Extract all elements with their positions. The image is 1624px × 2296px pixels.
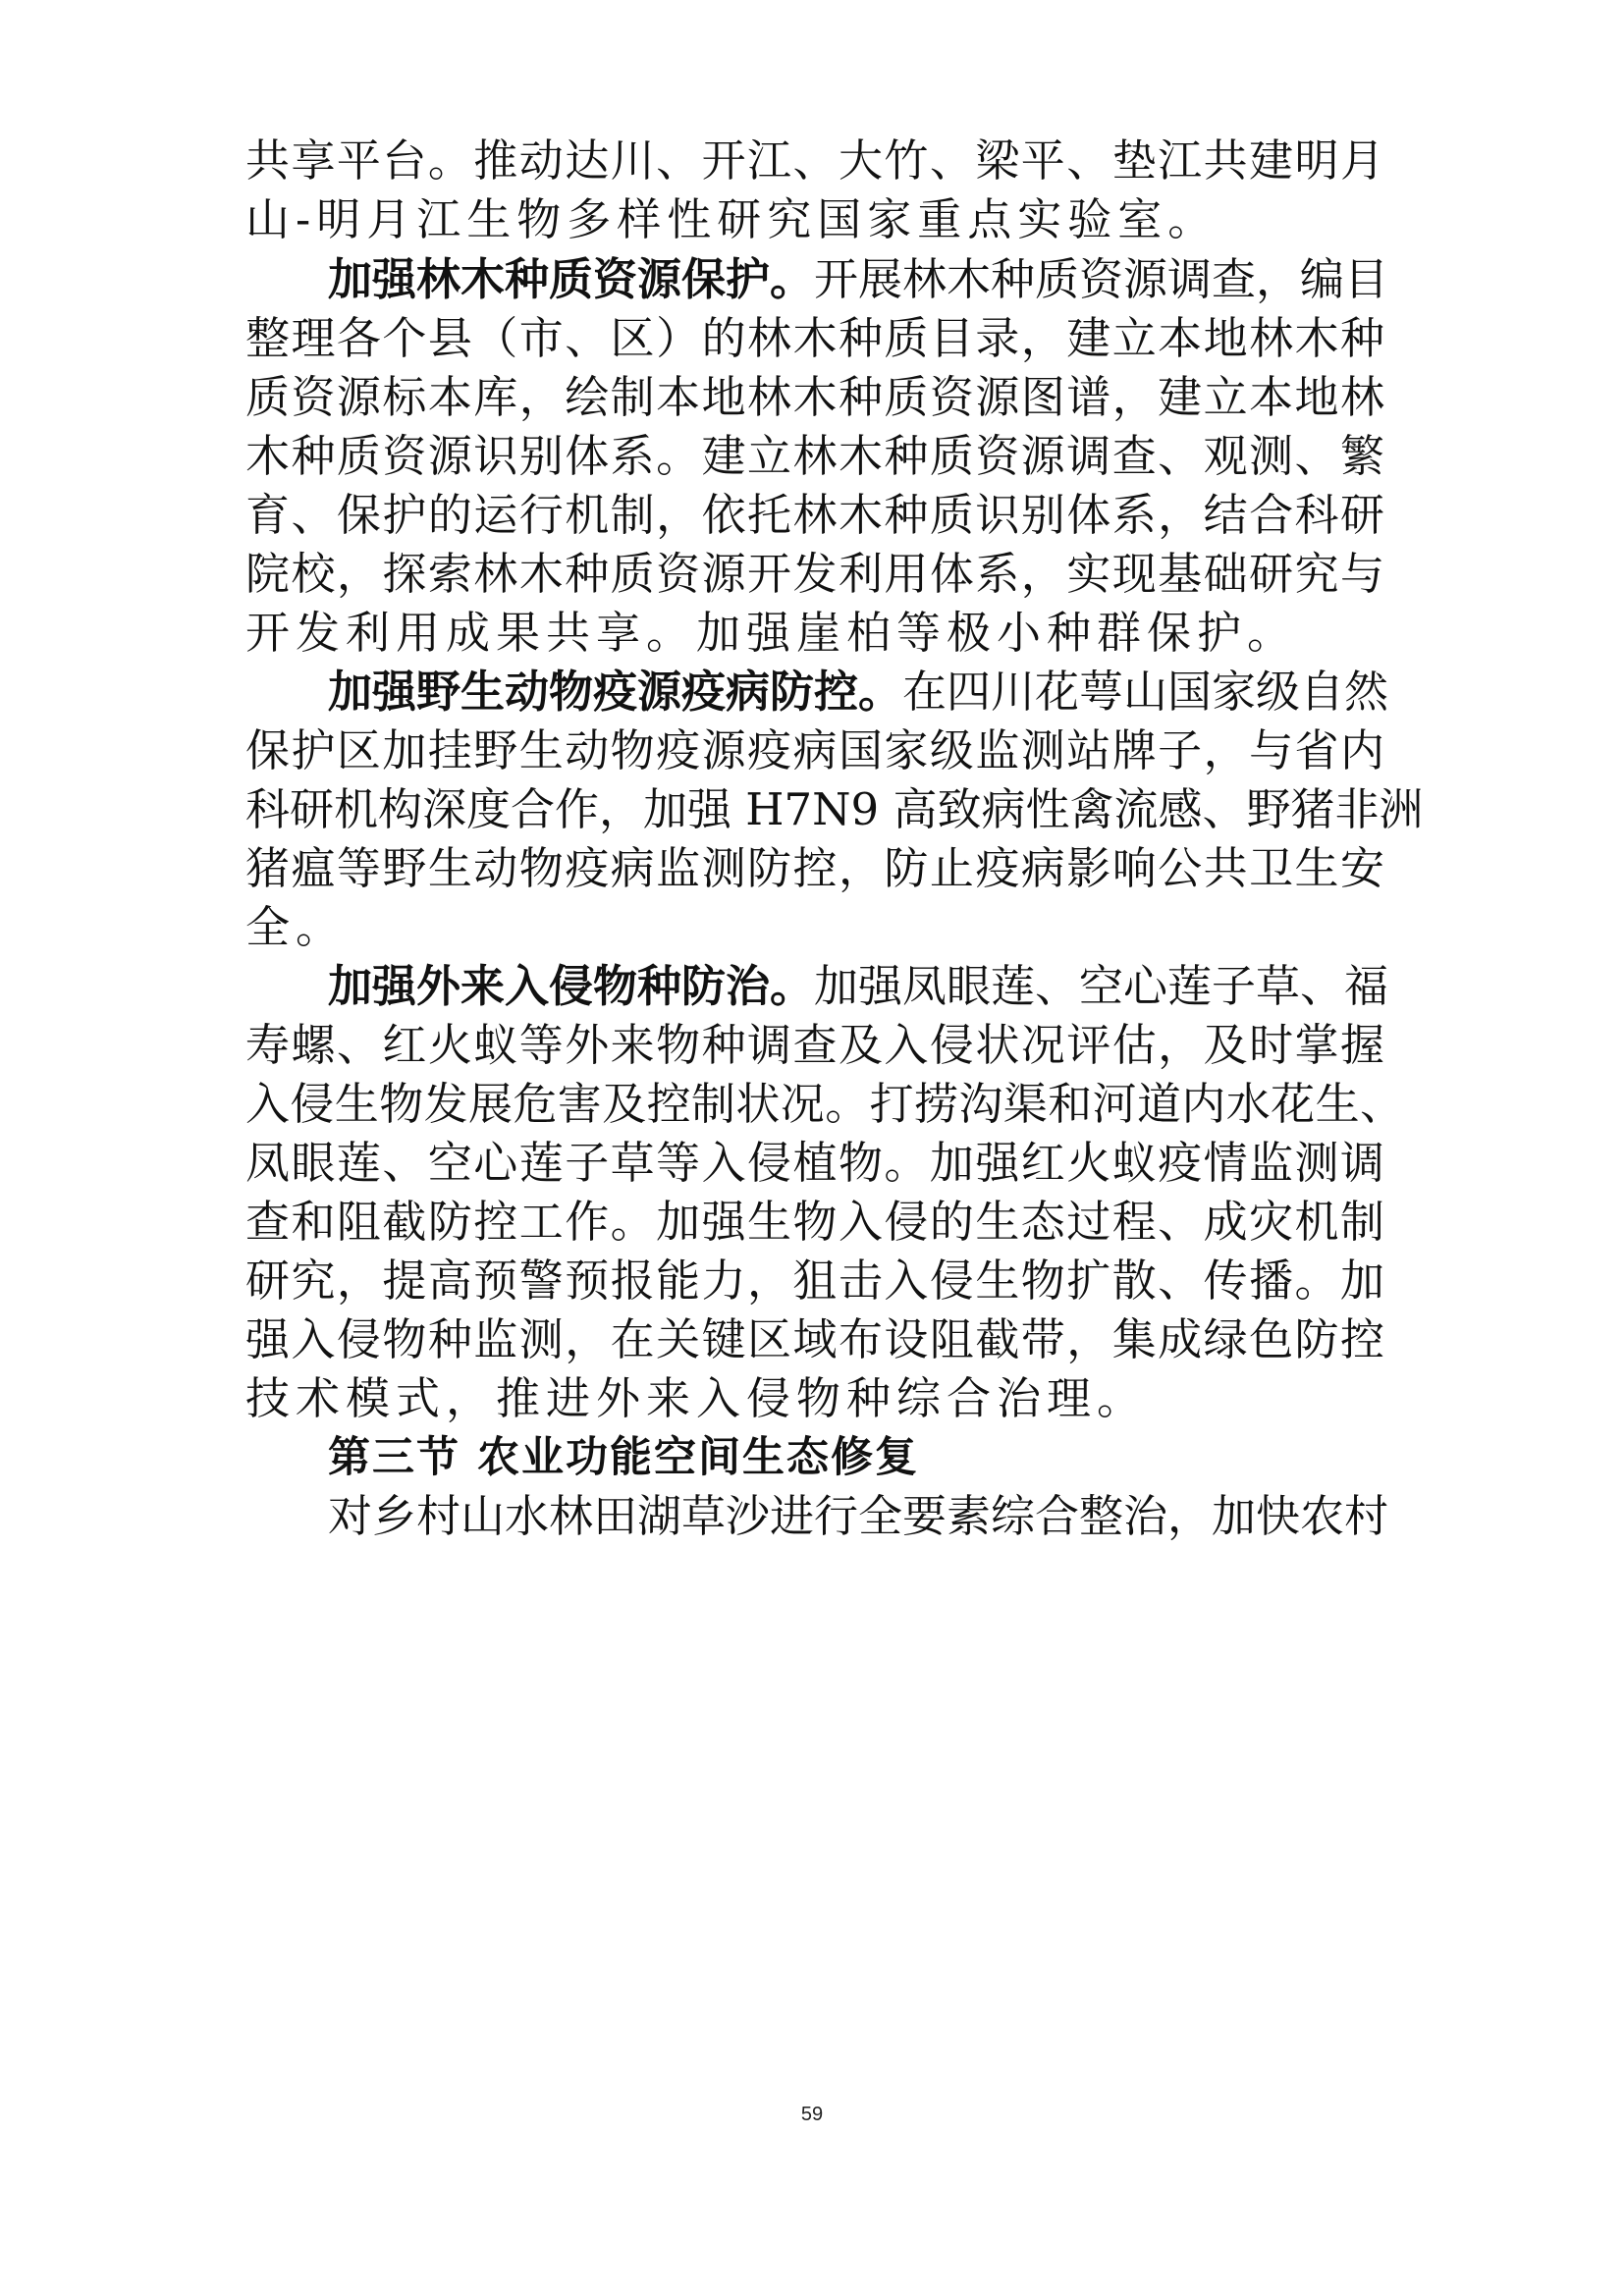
line-text: 科研机构深度合作，加强 H7N9 高致病性禽流感、野猪非洲: [245, 783, 1424, 835]
line-text: 整理各个县（市、区）的林木种质目录，建立本地林木种: [245, 312, 1384, 364]
line-text: 寿螺、红火蚁等外来物种调查及入侵状况评估，及时掌握: [245, 1019, 1384, 1071]
line-text: 木种质资源识别体系。建立林木种质资源调查、观测、繁: [245, 430, 1384, 482]
paragraph-line: [328, 1477, 1389, 1556]
line-text: 开展林木种质资源调查，编目: [814, 253, 1389, 305]
line-text: 开发利用成果共享。加强崖柏等极小种群保护。: [245, 607, 1298, 659]
paragraph-lead: 加强林木种质资源保护。: [328, 253, 815, 305]
line-text: 加强凤眼莲、空心莲子草、福: [814, 960, 1389, 1012]
line-text: 入侵生物发展危害及控制状况。打捞沟渠和河道内水花生、: [245, 1078, 1404, 1130]
line-text: 技术模式，推进外来入侵物种综合治理。: [245, 1372, 1148, 1424]
line-text: 强入侵物种监测，在关键区域布设阻截带，集成绿色防控: [245, 1313, 1384, 1365]
line-text: 保护区加挂野生动物疫源疫病国家级监测站牌子，与省内: [245, 724, 1384, 776]
section-heading: 第三节 农业功能空间生态修复: [328, 1433, 919, 1482]
line-text: 对乡村山水林田湖草沙进行全要素综合整治，加快农村: [328, 1490, 1389, 1542]
line-text: 共享平台。推动达川、开江、大竹、梁平、垫江共建明月: [245, 134, 1384, 187]
line-text: 山-明月江生物多样性研究国家重点实验室。: [245, 193, 1218, 245]
line-text: 育、保护的运行机制，依托林木种质识别体系，结合科研: [245, 489, 1384, 541]
paragraph-lead: 加强野生动物疫源疫病防控。: [328, 666, 903, 718]
line-text: 质资源标本库，绘制本地林木种质资源图谱，建立本地林: [245, 371, 1384, 423]
line-text: 凤眼莲、空心莲子草等入侵植物。加强红火蚁疫情监测调: [245, 1137, 1384, 1189]
line-text: 猪瘟等野生动物疫病监测防控，防止疫病影响公共卫生安: [245, 842, 1384, 894]
paragraph-lead: 加强外来入侵物种防治。: [328, 960, 815, 1012]
line-text: 研究，提高预警预报能力，狙击入侵生物扩散、传播。加: [245, 1255, 1384, 1307]
line-text: 在四川花萼山国家级自然: [902, 666, 1389, 718]
line-text: 全。: [245, 901, 347, 953]
line-text: 查和阻截防控工作。加强生物入侵的生态过程、成灾机制: [245, 1196, 1384, 1248]
page-number: 59: [800, 2104, 824, 2125]
line-text: 院校，探索林木种质资源开发利用体系，实现基础研究与: [245, 548, 1384, 600]
